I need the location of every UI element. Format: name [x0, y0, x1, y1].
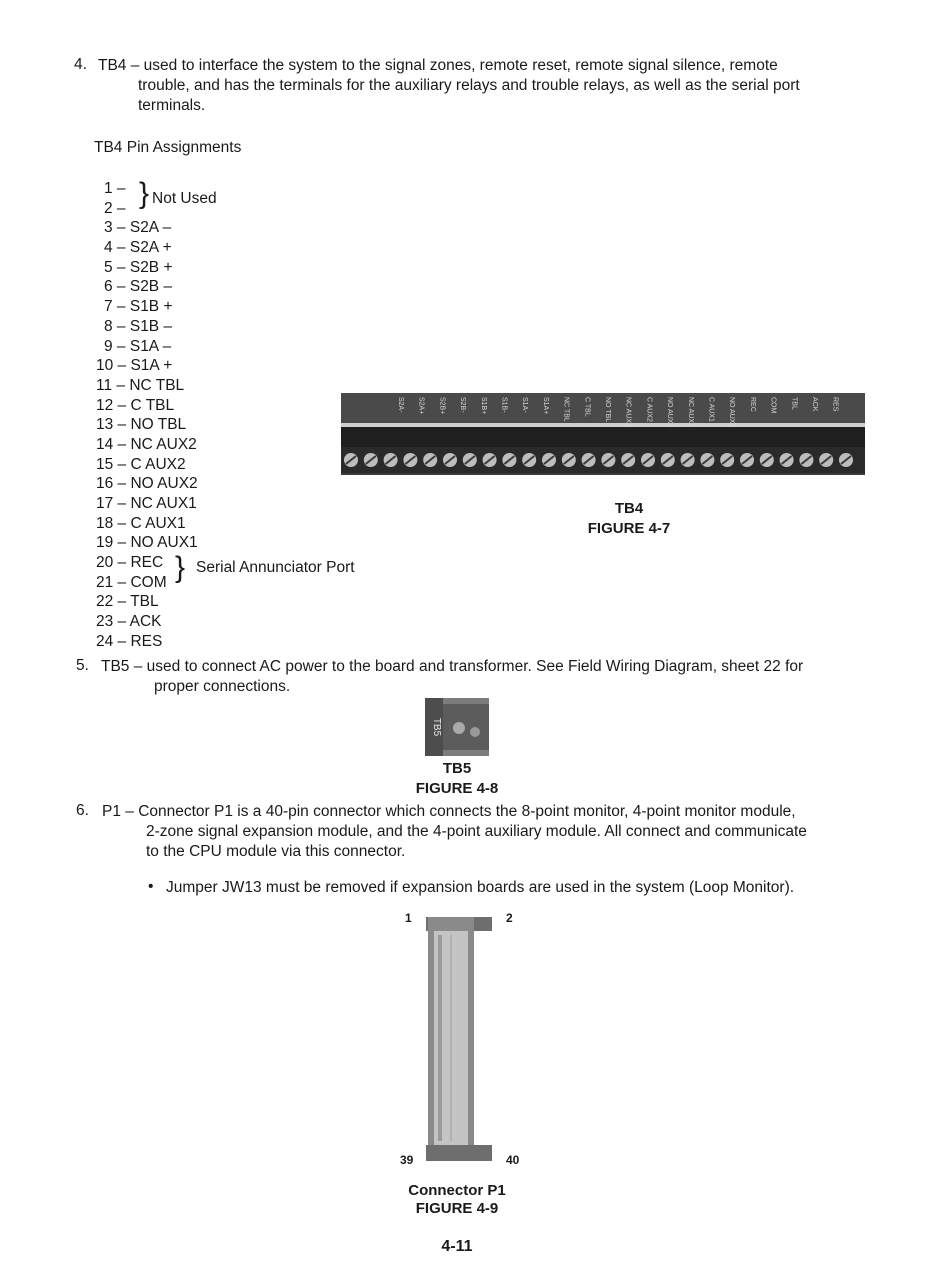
terminal-label: NO TBL [604, 397, 611, 423]
tb4-heading: TB4 Pin Assignments [94, 139, 242, 156]
terminal-label: S2A+ [417, 397, 425, 415]
item-4-line-3: terminals. [138, 97, 206, 114]
pin-row: 11 – NC TBL [96, 376, 185, 394]
pin-row: 2 – [104, 199, 126, 217]
bullet-dot: • [148, 878, 154, 895]
item-6-line-1: P1 – Connector P1 is a 40-pin connector which connects the 8-point monitor, 4-point monitor module, [102, 803, 796, 820]
pin-row: 9 – S1A – [104, 337, 172, 355]
item-5-line-1: TB5 – used to connect AC power to the board and transformer. See Field Wiring Diagram, sheet 22 for [101, 658, 804, 675]
item-6-number: 6. [76, 802, 89, 819]
item-5-line-2: proper connections. [154, 678, 291, 695]
terminal-label: S1B- [500, 397, 508, 413]
tb5-terminal-photo [425, 698, 489, 756]
item-5-number: 5. [76, 657, 89, 674]
terminal-label: S1A+ [541, 397, 549, 415]
pin-row: 23 – ACK [96, 613, 162, 631]
terminal-label: S1B+ [479, 397, 487, 415]
pin-40-label: 40 [506, 1153, 520, 1167]
jumper-note: Jumper JW13 must be removed if expansion boards are used in the system (Loop Monitor). [166, 879, 795, 896]
page-number: 4-11 [441, 1238, 473, 1255]
terminal-label: S2B- [459, 397, 467, 413]
figure-4-8-title: TB5 [442, 760, 472, 777]
figure-4-7-label: FIGURE 4-7 [587, 520, 671, 537]
terminal-label: ACK [811, 397, 818, 412]
pin-row: 17 – NC AUX1 [96, 495, 197, 512]
terminal-label: NC AUX2 [624, 397, 632, 427]
item-6-line-3: to the CPU module via this connector. [146, 843, 406, 860]
pin-row: 3 – S2A – [104, 219, 172, 237]
item-6-line-2: 2-zone signal expansion module, and the 4-point auxiliary module. All connect and communicate [146, 823, 807, 840]
pin-row: 1 – [104, 180, 126, 197]
pin-row: 4 – S2A + [104, 239, 172, 257]
pin-row: 10 – S1A + [96, 357, 173, 375]
pin-row: 8 – S1B – [104, 317, 173, 335]
tb4-terminal-photo [341, 393, 865, 475]
figure-4-7-title: TB4 [614, 500, 644, 517]
pin-1-label: 1 [405, 911, 412, 925]
pin-row: 16 – NO AUX2 [96, 475, 198, 493]
terminal-label: REC [748, 397, 756, 412]
pin-row: 21 – COM [96, 573, 167, 591]
figure-4-8-label: FIGURE 4-8 [415, 780, 499, 797]
terminal-label: TBL [790, 397, 798, 410]
figure-4-9-label: FIGURE 4-9 [415, 1200, 499, 1217]
pin-row: 13 – NO TBL [96, 416, 187, 434]
terminal-label: C TBL [583, 397, 591, 417]
terminal-label: NC AUX1 [686, 397, 694, 427]
pin-row: 5 – S2B + [104, 258, 173, 276]
pin-row: 15 – C AUX2 [96, 455, 186, 473]
item-4-number: 4. [74, 56, 87, 73]
tb5-photo-label: TB5 [431, 717, 442, 737]
figure-4-9-title: Connector P1 [408, 1182, 506, 1199]
terminal-label: S2B+ [438, 397, 446, 415]
item-4-line-2: trouble, and has the terminals for the auxiliary relays and trouble relays, as well as the serial port [138, 77, 800, 94]
p1-connector-photo [424, 915, 494, 1163]
pin-row: 7 – S1B + [104, 298, 173, 316]
pin-row: 14 – NC AUX2 [96, 435, 197, 453]
pin-row: 19 – NO AUX1 [96, 534, 198, 552]
terminal-label: RES [831, 397, 839, 412]
pin-row: 6 – S2B – [104, 278, 173, 296]
pin-2-label: 2 [506, 911, 513, 925]
terminal-label: S1A- [521, 397, 529, 413]
pin-row: 24 – RES [96, 632, 163, 650]
pin-row: 18 – C AUX1 [96, 514, 186, 532]
terminal-label: NC TBL [562, 397, 570, 422]
item-4-line-1: TB4 – used to interface the system to the signal zones, remote reset, remote signal silence, remote [98, 57, 778, 74]
serial-port-brace: } [175, 551, 186, 584]
not-used-brace: } [139, 177, 150, 210]
terminal-label: NO AUX1 [728, 397, 736, 428]
terminal-label: COM [769, 397, 777, 414]
pin-39-label: 39 [400, 1153, 414, 1167]
not-used-label: Not Used [152, 190, 217, 207]
terminal-label: C AUX1 [707, 397, 715, 422]
pin-row: 12 – C TBL [96, 396, 175, 414]
terminal-label: NO AUX2 [666, 397, 674, 428]
pin-row: 20 – REC [96, 554, 164, 572]
terminal-label: C AUX2 [645, 397, 653, 422]
pin-row: 22 – TBL [96, 593, 159, 611]
serial-port-label: Serial Annunciator Port [196, 559, 355, 576]
terminal-label: S2A- [397, 397, 404, 413]
